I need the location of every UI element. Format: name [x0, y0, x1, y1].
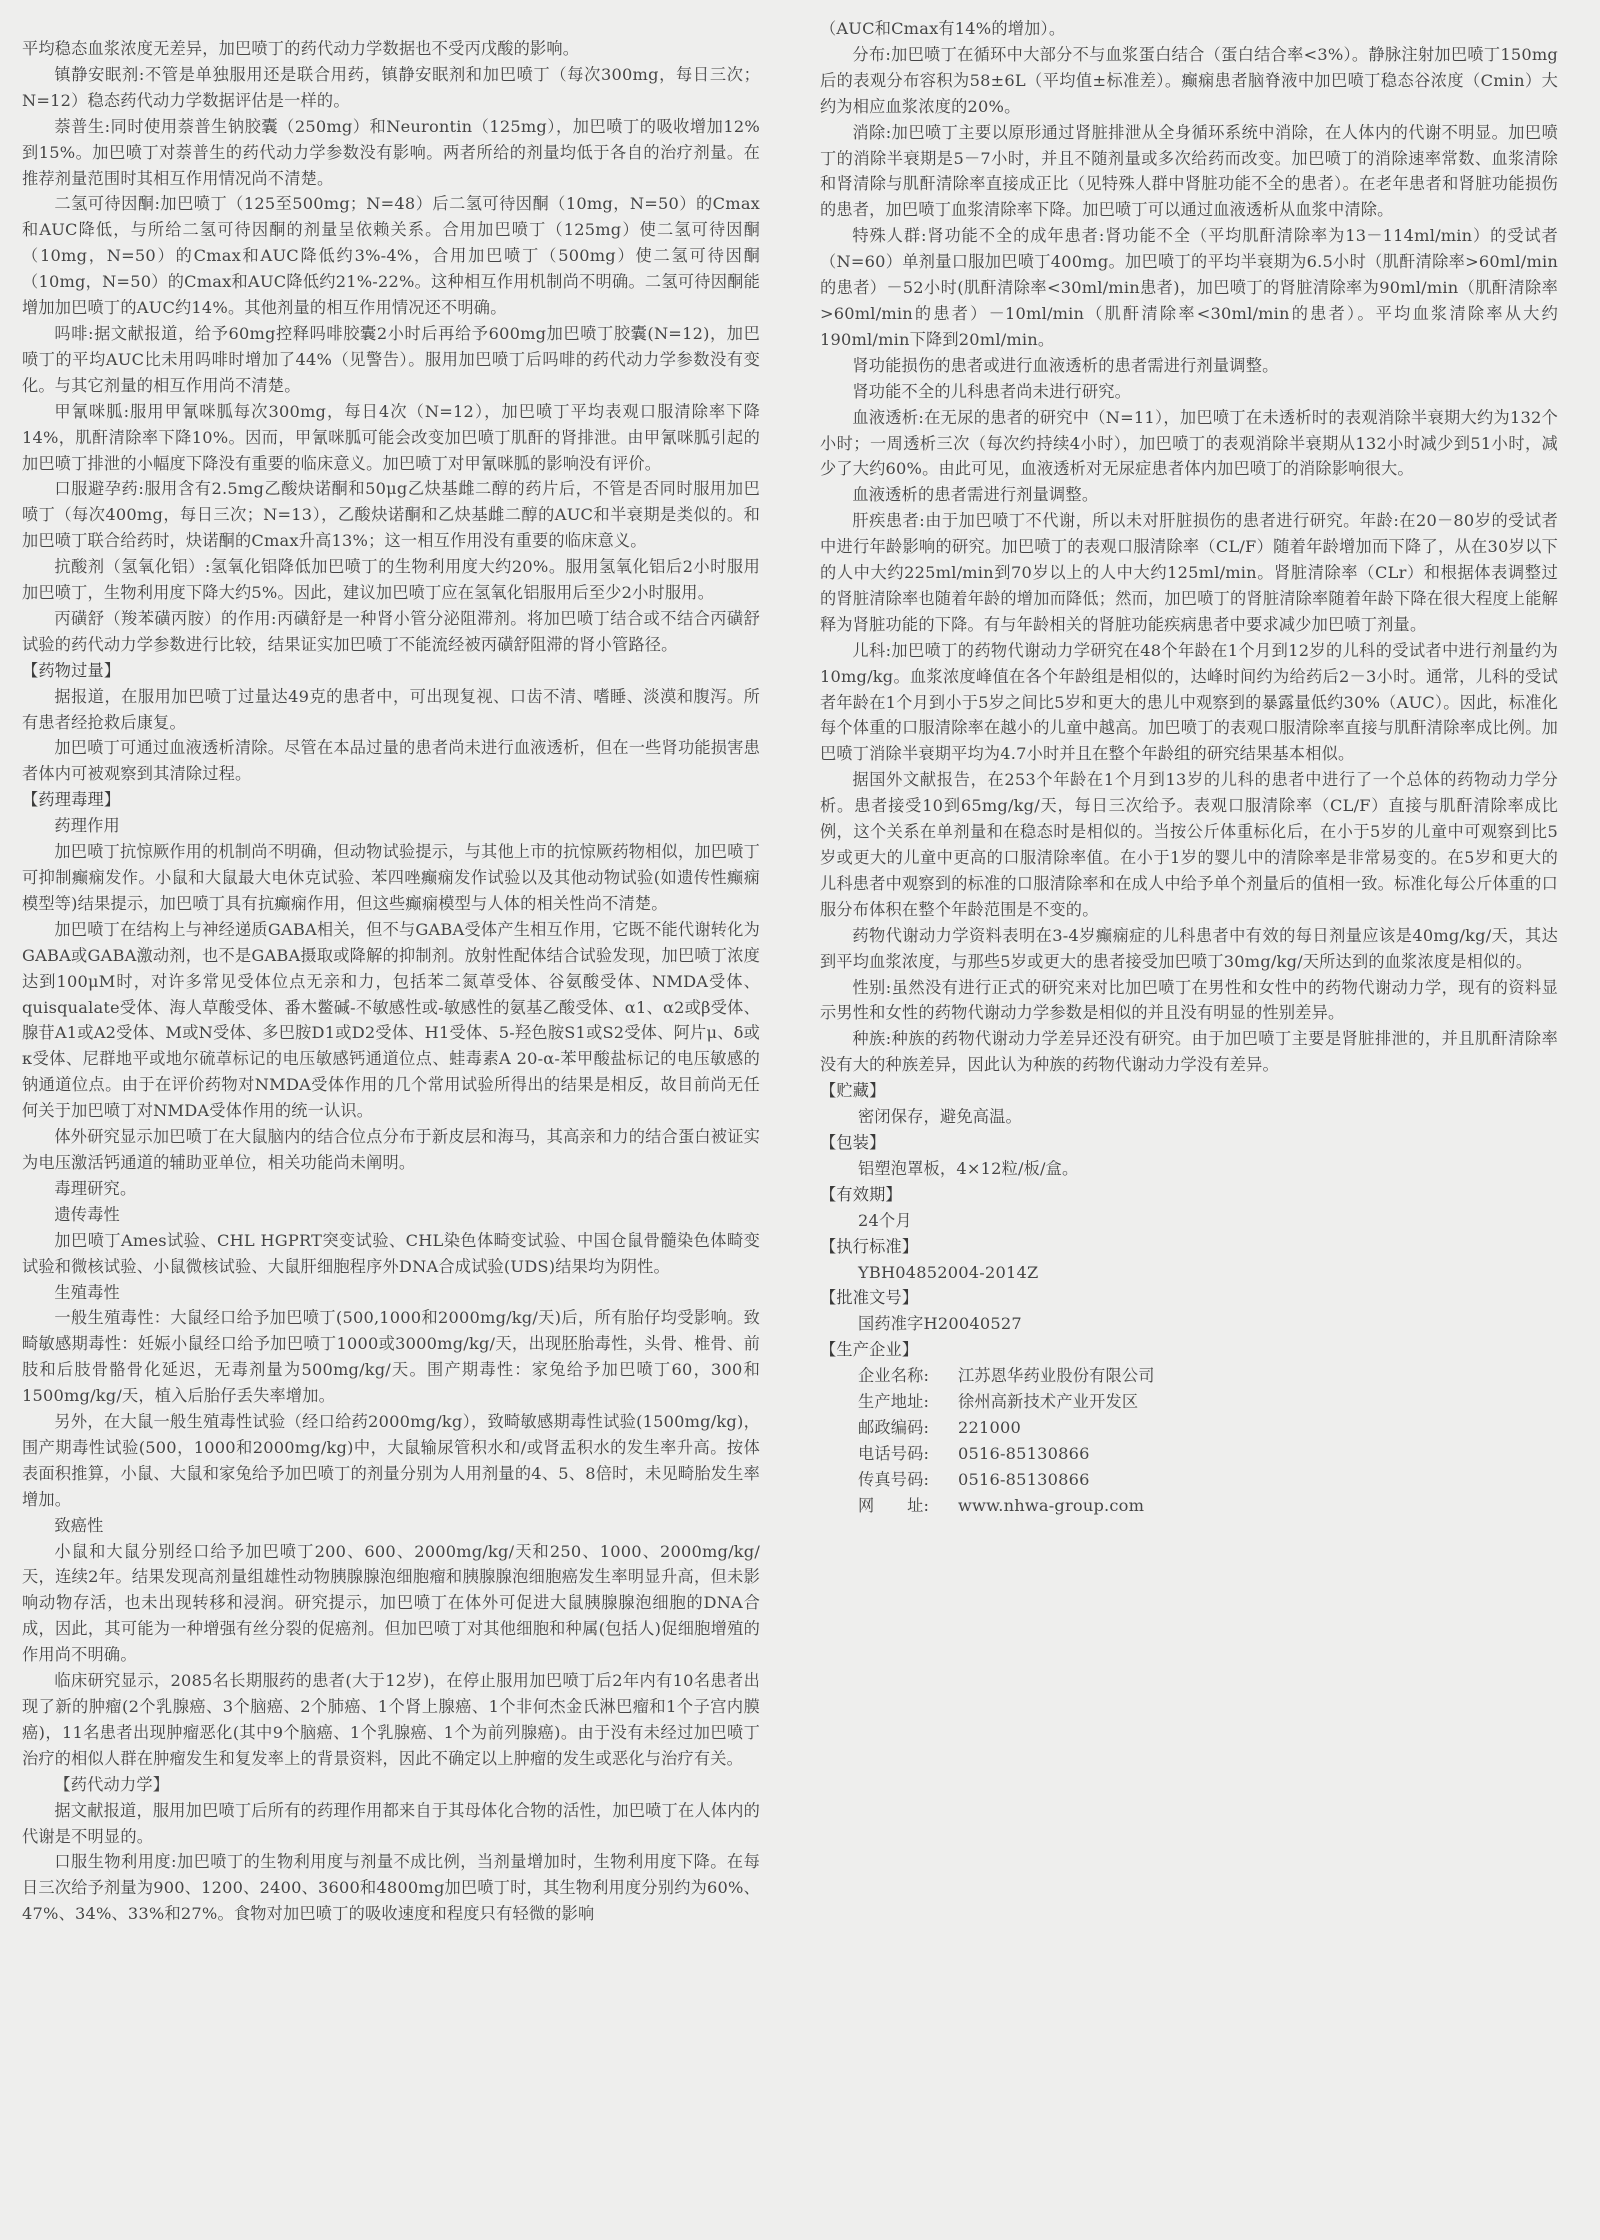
info-label: 邮政编码: [858, 1417, 930, 1437]
info-label: 传真号码: [858, 1469, 930, 1489]
interaction-cimetidine: 甲氰咪胍:服用甲氰咪胍每次300mg，每日4次（N=12），加巴喷丁平均表观口服清除率下降14%，肌酐清除率下降10%。因而，甲氰咪胍可能会改变加巴喷丁肌酐的肾排泄。由甲氰咪胍引起的加巴喷丁排泄的小幅度下降没有重要的临床意义。加巴喷丁对甲氰咪胍的影响没有评价。 [22, 401, 760, 473]
manufacturer-row-company [820, 1363, 1558, 1389]
pharmacology-paragraph: 加巴喷丁在结构上与神经递质GABA相关，但不与GABA受体产生相互作用，它既不能代谢转化为GABA或GABA激动剂，也不是GABA摄取或降解的抑制剂。放射性配体结合试验发现，加巴喷丁浓度达到100μM时，对许多常见受体位点无亲和力，包括苯二氮䓬受体、谷氨酸受体、NMDA受体、quisqualate受体、海人草酸受体、番木鳖碱-不敏感性或-敏感性的氨基乙酸受体、α1、α2或β受体、腺苷A1或A2受体、M或N受体、多巴胺D1或D2受体、H1受体、5-羟色胺S1或S2受体、阿片μ、δ或κ受体、尼群地平或地尔硫䓬标记的电压敏感钙通道位点、蛙毒素A 20-α-苯甲酸盐标记的电压敏感的钠通道位点。由于在评价药物对NMDA受体作用的几个常用试验所得出的结果是相反，故目前尚无任何关于加巴喷丁对NMDA受体作用的统一认识。 [22, 919, 760, 1121]
section-heading-overdose: 【药物过量】 [22, 660, 121, 680]
subheading-toxicology: 毒理研究。 [54, 1178, 137, 1198]
validity-text: 24个月 [858, 1210, 912, 1230]
interaction-oral-contraceptives: 口服避孕药:服用含有2.5mg乙酸炔诺酮和50μg乙炔基雌二醇的药片后，不管是否同时服用加巴喷丁（每次400mg，每日三次；N=13），乙酸炔诺酮和乙炔基雌二醇的AUC和半衰期是类似的。和加巴喷丁联合给药时，炔诺酮的Cmax升高13%；这一相互作用没有重要的临床意义。 [22, 479, 760, 551]
overdose-paragraph: 加巴喷丁可通过血液透析清除。尽管在本品过量的患者尚未进行血液透析，但在一些肾功能损害患者体内可被观察到其清除过程。 [22, 738, 760, 784]
section-heading-pharmacokinetics: 【药代动力学】 [54, 1774, 170, 1794]
overdose-paragraph: 据报道，在服用加巴喷丁过量达49克的患者中，可出现复视、口齿不清、嗜睡、淡漠和腹泻。所有患者经抢救后康复。 [22, 686, 760, 732]
info-label: 企业名称: [858, 1366, 930, 1386]
section-heading-manufacturer: 【生产企业】 [820, 1340, 919, 1360]
carcinogenicity-paragraph: 临床研究显示，2085名长期服药的患者(大于12岁)，在停止服用加巴喷丁后2年内有10名患者出现了新的肿瘤(2个乳腺癌、3个脑癌、2个肺癌、1个肾上腺癌、1个非何杰金氏淋巴瘤和1个子宫内膜癌)，11名患者出现肿瘤恶化(其中9个脑癌、1个乳腺癌、1个为前列腺癌)。由于没有未经过加巴喷丁治疗的相似人群在肿瘤发生和复发率上的背景资料，因此不确定以上肿瘤的发生或恶化与治疗有关。 [22, 1671, 760, 1768]
manufacturer-row-fax [820, 1467, 1558, 1493]
storage-text: 密闭保存，避免高温。 [858, 1107, 1022, 1127]
paragraph: （AUC和Cmax有14%的增加）。 [820, 19, 1066, 38]
manufacturer-row-website [820, 1493, 1558, 1519]
pk-pediatric-dose: 药物代谢动力学资料表明在3-4岁癫痫症的儿科患者中有效的每日剂量应该是40mg/kg/天，其达到平均血浆浓度，与那些5岁或更大的患者接受加巴喷丁30mg/kg/天所达到的血浆浓度是相似的。 [820, 925, 1558, 971]
pk-gender: 性别:虽然没有进行正式的研究来对比加巴喷丁在男性和女性中的药物代谢动力学，现有的资料显示男性和女性的药物代谢动力学参数是相似的并且没有明显的性别差异。 [820, 977, 1558, 1023]
carcinogenicity-paragraph: 小鼠和大鼠分别经口给予加巴喷丁200、600、2000mg/kg/天和250、1000、2000mg/kg/天，连续2年。结果发现高剂量组雄性动物胰腺腺泡细胞瘤和胰腺腺泡细胞癌发生率明显升高，但未影响动物存活，也未出现转移和浸润。研究提示，加巴喷丁在体外可促进大鼠胰腺腺泡细胞的DNA合成，因此，其可能为一种增强有丝分裂的促癌剂。但加巴喷丁对其他细胞和种属(包括人)促细胞增殖的作用尚不明确。 [22, 1541, 760, 1665]
left-column [22, 16, 760, 2230]
pk-pediatric-population: 据国外文献报告，在253个年龄在1个月到13岁的儿科的患者中进行了一个总体的药物动力学分析。患者接受10到65mg/kg/天，每日三次给予。表观口服清除率（CL/F）直接与肌酐清除率成比例，这个关系在单剂量和在稳态时是相似的。当按公斤体重标化后，在小于5岁的儿童中可观察到比5岁或更大的儿童中更高的口服清除率值。在小于1岁的婴儿中的清除率是非常易变的。在5岁和更大的儿科患者中观察到的标准的口服清除率和在成人中给予单个剂量后的值相一致。标准化每公斤体重的口服分布体积在整个年龄范围是不变的。 [820, 770, 1558, 919]
manufacturer-row-address [820, 1389, 1558, 1415]
section-heading-standard: 【执行标准】 [820, 1236, 919, 1256]
reproductive-toxicity-paragraph: 一般生殖毒性：大鼠经口给予加巴喷丁(500,1000和2000mg/kg/天)后，所有胎仔均受影响。致畸敏感期毒性：妊娠小鼠经口给予加巴喷丁1000或3000mg/kg/天，出现胚胎毒性，头骨、椎骨、前肢和后肢骨骼骨化延迟，无毒剂量为500mg/kg/天。围产期毒性：家兔给予加巴喷丁60，300和1500mg/kg/天，植入后胎仔丢失率增加。 [22, 1308, 760, 1406]
pk-dose-adjustment-note: 肾功能损伤的患者或进行血液透析的患者需进行剂量调整。 [852, 355, 1279, 375]
right-column [820, 16, 1558, 2230]
section-heading-approval: 【批准文号】 [820, 1288, 919, 1308]
pk-hemodialysis: 血液透析:在无尿的患者的研究中（N=11），加巴喷丁在未透析时的表观消除半衰期大约为132个小时；一周透析三次（每次约持续4小时），加巴喷丁的表观消除半衰期从132小时减少到51小时，减少了大约60%。由此可见，血液透析对无尿症患者体内加巴喷丁的消除影响很大。 [820, 407, 1558, 479]
approval-text: 国药准字H20040527 [858, 1314, 1022, 1334]
subheading-carcinogenicity: 致癌性 [54, 1515, 104, 1535]
subheading-pharmacology: 药理作用 [54, 816, 120, 836]
pharmacokinetics-paragraph: 口服生物利用度:加巴喷丁的生物利用度与剂量不成比例，当剂量增加时，生物利用度下降。在每日三次给予剂量为900、1200、2400、3600和4800mg加巴喷丁时，其生物利用度分别约为60%、47%、34%、33%和27%。食物对加巴喷丁的吸收速度和程度只有轻微的影响 [22, 1852, 760, 1924]
subheading-genetic-toxicity: 遗传毒性 [54, 1204, 120, 1224]
info-value: 0516-85130866 [958, 1443, 1090, 1463]
pharmacokinetics-paragraph: 据文献报道，服用加巴喷丁后所有的药理作用都来自于其母体化合物的活性，加巴喷丁在人体内的代谢是不明显的。 [22, 1800, 760, 1846]
interaction-morphine: 吗啡:据文献报道，给予60mg控释吗啡胶囊2小时后再给予600mg加巴喷丁胶囊(N=12)，加巴喷丁的平均AUC比未用吗啡时增加了44%（见警告）。服用加巴喷丁后吗啡的药代动力学参数没有变化。与其它剂量的相互作用尚不清楚。 [22, 323, 760, 395]
pk-renal-impairment: 特殊人群:肾功能不全的成年患者:肾功能不全（平均肌酐清除率为13－114ml/min）的受试者（N=60）单剂量口服加巴喷丁400mg。加巴喷丁的平均半衰期为6.5小时（肌酐清除率>60ml/min的患者）－52小时(肌酐清除率<30ml/min患者)，加巴喷丁的肾脏清除率为90ml/min（肌酐清除率>60ml/min的患者）－10ml/min（肌酐清除率<30ml/min的患者）。平均血浆清除率从大约190ml/min下降到20ml/min。 [820, 226, 1558, 349]
pharmacology-paragraph: 加巴喷丁抗惊厥作用的机制尚不明确，但动物试验提示，与其他上市的抗惊厥药物相似，加巴喷丁可抑制癫痫发作。小鼠和大鼠最大电休克试验、苯四唑癫痫发作试验以及其他动物试验(如遗传性癫痫模型等)结果提示，加巴喷丁具有抗癫痫作用，但这些癫痫模型与人体的相关性尚不清楚。 [22, 842, 760, 913]
pk-hepatic-age: 肝疾患者:由于加巴喷丁不代谢，所以未对肝脏损伤的患者进行研究。年龄:在20－80岁的受试者中进行年龄影响的研究。加巴喷丁的表观口服清除率（CL/F）随着年龄增加而下降了，从在30岁以下的人中大约225ml/min到70岁以上的人中大约125ml/min。肾脏清除率（CLr）和根据体表调整过的肾脏清除率也随着年龄的增加而降低；然而，加巴喷丁的肾脏清除率随着年龄下降在很大程度上能解释为肾脏功能的下降。有与年龄相关的肾脏功能疾病患者中要求减少加巴喷丁剂量。 [820, 511, 1558, 634]
pk-pediatric-renal-note: 肾功能不全的儿科患者尚未进行研究。 [852, 381, 1131, 401]
website-link: www.nhwa-group.com [958, 1495, 1145, 1515]
subheading-reproductive-toxicity: 生殖毒性 [54, 1282, 120, 1302]
section-heading-storage: 【贮藏】 [820, 1081, 886, 1101]
interaction-sedatives: 镇静安眠剂:不管是单独服用还是联合用药，镇静安眠剂和加巴喷丁（每次300mg，每日三次；N=12）稳态药代动力学数据评估是一样的。 [22, 64, 760, 110]
info-value: 江苏恩华药业股份有限公司 [958, 1366, 1155, 1386]
info-value: 0516-85130866 [958, 1469, 1090, 1489]
info-label: 生产地址: [858, 1392, 930, 1412]
manufacturer-row-phone [820, 1441, 1558, 1467]
info-value: 221000 [958, 1417, 1021, 1437]
pk-elimination: 消除:加巴喷丁主要以原形通过肾脏排泄从全身循环系统中消除，在人体内的代谢不明显。加巴喷丁的消除半衰期是5－7小时，并且不随剂量或多次给药而改变。加巴喷丁的消除速率常数、血浆清除和肾清除与肌酐清除率直接成正比（见特殊人群中肾脏功能不全的患者）。在老年患者和肾脏功能损伤的患者，加巴喷丁血浆清除率下降。加巴喷丁可以通过血液透析从血浆中清除。 [820, 122, 1558, 220]
reproductive-toxicity-paragraph: 另外，在大鼠一般生殖毒性试验（经口给药2000mg/kg），致畸敏感期毒性试验(1500mg/kg)，围产期毒性试验(500，1000和2000mg/kg)中，大鼠输尿管积水和/或肾盂积水的发生率升高。按体表面积推算，小鼠、大鼠和家兔给予加巴喷丁的剂量分别为人用剂量的4、5、8倍时，未见畸胎发生率增加。 [22, 1412, 760, 1509]
section-heading-package: 【包装】 [820, 1132, 886, 1152]
manufacturer-row-postcode [820, 1415, 1558, 1441]
section-heading-pharmacology-toxicology: 【药理毒理】 [22, 790, 121, 810]
info-label: 电话号码: [858, 1443, 930, 1463]
pharmacology-paragraph: 体外研究显示加巴喷丁在大鼠脑内的结合位点分布于新皮层和海马，其高亲和力的结合蛋白被证实为电压激活钙通道的辅助亚单位，相关功能尚未阐明。 [22, 1127, 760, 1172]
interaction-probenecid: 丙磺舒（羧苯磺丙胺）的作用:丙磺舒是一种肾小管分泌阻滞剂。将加巴喷丁结合或不结合丙磺舒试验的药代动力学参数进行比较，结果证实加巴喷丁不能流经被丙磺舒阻滞的肾小管路径。 [22, 608, 760, 654]
info-label: 网 址: [858, 1495, 930, 1515]
genetic-toxicity-paragraph: 加巴喷丁Ames试验、CHL HGPRT突变试验、CHL染色体畸变试验、中国仓鼠骨髓染色体畸变试验和微核试验、小鼠微核试验、大鼠肝细胞程序外DNA合成试验(UDS)结果均为阴性。 [22, 1230, 760, 1276]
pk-distribution: 分布:加巴喷丁在循环中大部分不与血浆蛋白结合（蛋白结合率<3%）。静脉注射加巴喷丁150mg后的表观分布容积为58±6L（平均值±标准差）。癫痫患者脑脊液中加巴喷丁稳态谷浓度（Cmin）大约为相应血浆浓度的20%。 [820, 44, 1558, 116]
manufacturer-info [820, 1363, 1558, 1518]
section-heading-validity: 【有效期】 [820, 1184, 902, 1204]
interaction-naproxen: 萘普生:同时使用萘普生钠胶囊（250mg）和Neurontin（125mg），加巴喷丁的吸收增加12%到15%。加巴喷丁对萘普生的药代动力学参数没有影响。两者所给的剂量均低于各自的治疗剂量。在推荐剂量范围时其相互作用情况尚不清楚。 [22, 116, 760, 188]
pk-hemodialysis-note: 血液透析的患者需进行剂量调整。 [852, 485, 1099, 505]
pk-pediatric: 儿科:加巴喷丁的药物代谢动力学研究在48个年龄在1个月到12岁的儿科的受试者中进行剂量约为10mg/kg。血浆浓度峰值在各个年龄组是相似的，达峰时间约为给药后2－3小时。通常，儿科的受试者年龄在1个月到小于5岁之间比5岁和更大的患儿中观察到的暴露量低约30%（AUC）。因此，标准化每个体重的口服清除率在越小的儿童中越高。加巴喷丁的表观口服清除率直接与肌酐清除率成比例。加巴喷丁消除半衰期平均为4.7小时并且在整个年龄组的研究结果基本相似。 [820, 640, 1558, 764]
interaction-antacids: 抗酸剂（氢氧化铝）:氢氧化铝降低加巴喷丁的生物利用度大约20%。服用氢氧化铝后2小时服用加巴喷丁，生物利用度下降大约5%。因此，建议加巴喷丁应在氢氧化铝服用后至少2小时服用。 [22, 557, 760, 603]
paragraph: 平均稳态血浆浓度无差异，加巴喷丁的药代动力学数据也不受丙戊酸的影响。 [22, 39, 580, 58]
info-value: 徐州高新技术产业开发区 [958, 1392, 1139, 1412]
interaction-hydrocodone: 二氢可待因酮:加巴喷丁（125至500mg；N=48）后二氢可待因酮（10mg，N=50）的Cmax和AUC降低，与所给二氢可待因酮的剂量呈依赖关系。合用加巴喷丁（125mg）使二氢可待因酮（10mg，N=50）的Cmax和AUC降低约3%-4%，合用加巴喷丁（500mg）使二氢可待因酮（10mg，N=50）的Cmax和AUC降低约21%-22%。这种相互作用机制尚不明确。二氢可待因酮能增加加巴喷丁的AUC约14%。其他剂量的相互作用情况还不明确。 [22, 194, 760, 318]
package-text: 铝塑泡罩板，4×12粒/板/盒。 [858, 1158, 1079, 1178]
standard-text: YBH04852004-2014Z [858, 1262, 1039, 1282]
pk-race: 种族:种族的药物代谢动力学差异还没有研究。由于加巴喷丁主要是肾脏排泄的，并且肌酐清除率没有大的种族差异，因此认为种族的药物代谢动力学没有差异。 [820, 1029, 1558, 1075]
